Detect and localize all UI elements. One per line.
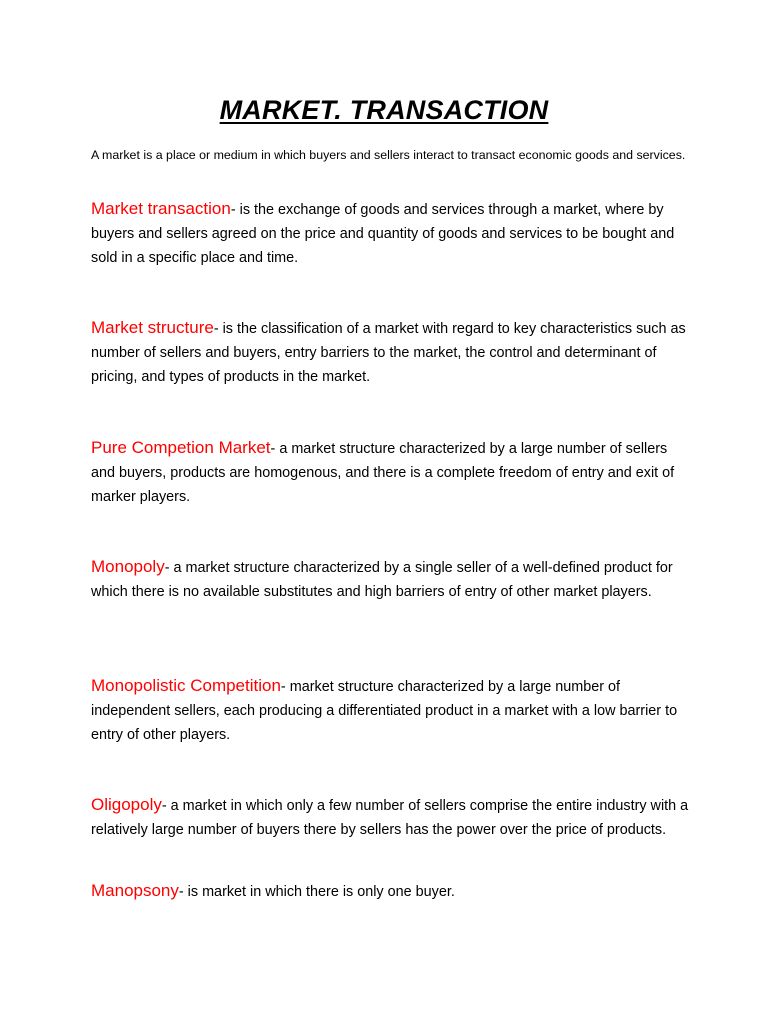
term-definition: - is market in which there is only one buyer. — [178, 884, 455, 900]
term-label: Market structure — [91, 318, 214, 337]
intro-paragraph: A market is a place or medium in which buyers and sellers interact to transact economic goods and services. — [91, 148, 686, 162]
definition-entry — [91, 793, 691, 842]
definition-entry — [91, 555, 691, 604]
definition-entry — [91, 879, 691, 904]
definition-entry — [91, 316, 691, 389]
term-label: Manopsony — [91, 881, 179, 900]
term-label: Pure Competion Market — [91, 438, 271, 457]
term-label: Monopolistic Competition — [91, 676, 281, 695]
term-definition: - a market in which only a few number of sellers comprise the entire industry with a relatively large number of buyers there by sellers has the power over the price of products. — [91, 798, 689, 838]
term-label: Monopoly — [91, 557, 165, 576]
definition-entry — [91, 197, 691, 270]
term-definition: - a market structure characterized by a large number of sellers and buyers, products are homogenous, and there is a complete freedom of entry and exit of marker players. — [91, 441, 675, 505]
term-definition: - is the classification of a market with regard to key characteristics such as number of sellers and buyers, entry barriers to the market, the control and determinant of pricing, and types of products in the market. — [91, 321, 686, 385]
term-definition: - market structure characterized by a large number of independent sellers, each producing a differentiated product in a market with a low barrier to entry of other players. — [91, 679, 678, 743]
term-label: Oligopoly — [91, 795, 162, 814]
definition-entry — [91, 674, 691, 747]
document-title: MARKET. TRANSACTION — [219, 95, 549, 125]
term-definition: - is the exchange of goods and services through a market, where by buyers and sellers agreed on the price and quantity of goods and services to be bought and sold in a specific place and time. — [91, 202, 675, 266]
term-label: Market transaction — [91, 199, 231, 218]
definition-entry — [91, 436, 691, 509]
term-definition: - a market structure characterized by a single seller of a well-defined product for which there is no available substitutes and high barriers of entry of other market players. — [91, 560, 673, 600]
